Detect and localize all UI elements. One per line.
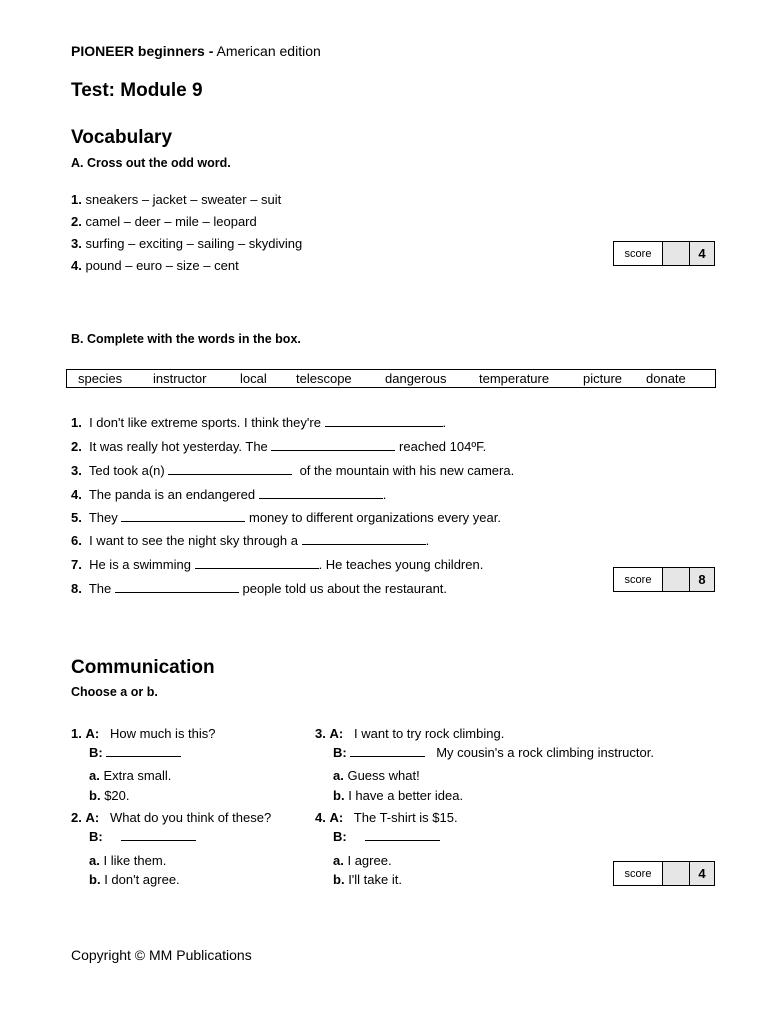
list-item	[71, 463, 514, 479]
score-box-communication	[613, 861, 715, 886]
score-label: score	[614, 242, 663, 265]
speaker-a-label: A:	[329, 810, 344, 825]
part-b-instruction: B. Complete with the words in the box.	[71, 332, 301, 346]
option-letter: b.	[89, 788, 101, 803]
list-item	[71, 557, 483, 573]
option-text: I have a better idea.	[348, 788, 464, 803]
list-item	[71, 439, 486, 455]
option-letter: a.	[333, 853, 344, 868]
item-number: 8.	[71, 581, 82, 596]
speaker-b-label: B:	[333, 745, 347, 760]
communication-heading: Communication	[71, 657, 215, 678]
answer-blank[interactable]	[121, 829, 196, 841]
score-entry[interactable]	[663, 568, 690, 591]
speaker-a-text: How much is this?	[110, 726, 216, 741]
dialogue-line-a	[315, 726, 504, 742]
speaker-a-text: What do you think of these?	[110, 810, 272, 825]
copyright-notice: Copyright © MM Publications	[71, 947, 252, 963]
part-a-instruction: A. Cross out the odd word.	[71, 156, 231, 170]
option-letter: a.	[89, 853, 100, 868]
option-b[interactable]	[333, 872, 402, 888]
score-box-part-a	[613, 241, 715, 266]
dialogue-line-b	[89, 745, 181, 761]
list-item	[71, 487, 386, 503]
word-box-word: temperature	[479, 371, 550, 386]
speaker-a-text: The T-shirt is $15.	[353, 810, 458, 825]
option-b[interactable]	[89, 788, 130, 804]
answer-blank[interactable]	[271, 439, 395, 451]
list-item	[71, 258, 239, 274]
answer-blank[interactable]	[121, 510, 245, 522]
item-number: 1.	[71, 192, 82, 207]
option-text: $20.	[104, 788, 130, 803]
answer-blank[interactable]	[259, 487, 383, 499]
item-number: 4.	[71, 258, 82, 273]
speaker-a-label: A:	[85, 810, 100, 825]
item-text-after: .	[442, 415, 447, 430]
word-box-word: dangerous	[385, 371, 447, 386]
option-text: I don't agree.	[104, 872, 180, 887]
score-total: 4	[690, 242, 714, 265]
item-number: 4.	[71, 487, 82, 502]
speaker-b-label: B:	[333, 829, 347, 844]
item-text-before: I want to see the night sky through a	[89, 533, 298, 548]
score-entry[interactable]	[663, 862, 690, 885]
list-item	[71, 533, 429, 549]
score-total: 8	[690, 568, 714, 591]
item-text-before: He is a swimming	[89, 557, 191, 572]
item-text[interactable]: sneakers – jacket – sweater – suit	[85, 192, 282, 207]
list-item	[71, 214, 257, 230]
option-text: I agree.	[347, 853, 392, 868]
answer-blank[interactable]	[350, 745, 425, 757]
option-letter: b.	[333, 788, 345, 803]
item-text[interactable]: pound – euro – size – cent	[85, 258, 239, 273]
item-number: 6.	[71, 533, 82, 548]
list-item	[71, 510, 501, 526]
score-total: 4	[690, 862, 714, 885]
option-text: I like them.	[103, 853, 167, 868]
dialogue-line-b	[89, 829, 196, 845]
option-a[interactable]	[333, 853, 392, 869]
option-text: Guess what!	[347, 768, 420, 783]
list-item	[71, 192, 281, 208]
word-box-word: instructor	[153, 371, 207, 386]
option-a[interactable]	[333, 768, 420, 784]
list-item	[71, 581, 447, 597]
item-number: 2.	[71, 439, 82, 454]
word-box-word: picture	[583, 371, 623, 386]
item-number: 2.	[71, 810, 82, 825]
option-a[interactable]	[89, 768, 171, 784]
answer-blank[interactable]	[195, 557, 319, 569]
dialogue-line-a	[315, 810, 458, 826]
option-letter: b.	[333, 872, 345, 887]
item-number: 1.	[71, 415, 82, 430]
speaker-b-text: My cousin's a rock climbing instructor.	[436, 745, 654, 760]
speaker-a-label: A:	[329, 726, 344, 741]
item-text-before: The panda is an endangered	[88, 487, 256, 502]
brand-name: PIONEER beginners -	[71, 43, 214, 59]
speaker-b-label: B:	[89, 745, 103, 760]
speaker-a-label: A:	[85, 726, 100, 741]
dialogue-line-a	[71, 810, 271, 826]
option-letter: a.	[333, 768, 344, 783]
item-number: 3.	[71, 463, 82, 478]
item-number: 4.	[315, 810, 326, 825]
answer-blank[interactable]	[365, 829, 440, 841]
dialogue-line-b	[333, 829, 440, 845]
speaker-b-label: B:	[89, 829, 103, 844]
answer-blank[interactable]	[302, 533, 426, 545]
item-text-after: .	[425, 533, 430, 548]
item-number: 1.	[71, 726, 82, 741]
option-a[interactable]	[89, 853, 166, 869]
item-number: 3.	[71, 236, 82, 251]
score-entry[interactable]	[663, 242, 690, 265]
item-text[interactable]: camel – deer – mile – leopard	[85, 214, 257, 229]
option-text: I'll take it.	[348, 872, 402, 887]
item-text[interactable]: surfing – exciting – sailing – skydiving	[85, 236, 303, 251]
word-box-word: local	[240, 371, 267, 386]
item-text-after: . He teaches young children.	[318, 557, 484, 572]
answer-blank[interactable]	[115, 581, 239, 593]
item-number: 7.	[71, 557, 82, 572]
word-box	[66, 369, 716, 388]
vocabulary-heading: Vocabulary	[71, 127, 173, 148]
answer-blank[interactable]	[325, 415, 443, 427]
list-item	[71, 415, 446, 431]
answer-blank[interactable]	[106, 745, 181, 757]
dialogue-line-b	[333, 745, 654, 761]
list-item	[71, 236, 302, 252]
item-text-after: reached 104ºF.	[399, 439, 487, 454]
dialogue-line-a	[71, 726, 216, 742]
communication-instruction: Choose a or b.	[71, 685, 158, 699]
edition-label: American edition	[216, 43, 321, 59]
item-text-after: of the mountain with his new camera.	[299, 463, 515, 478]
item-number: 3.	[315, 726, 326, 741]
item-text-after: .	[382, 487, 387, 502]
item-number: 5.	[71, 510, 82, 525]
page-title: Test: Module 9	[71, 80, 203, 101]
page-header	[71, 43, 321, 59]
item-text-before: The	[88, 581, 112, 596]
item-text-before: It was really hot yesterday. The	[89, 439, 268, 454]
option-b[interactable]	[333, 788, 463, 804]
answer-blank[interactable]	[168, 463, 292, 475]
word-box-word: species	[78, 371, 123, 386]
option-letter: a.	[89, 768, 100, 783]
item-text-before: Ted took a(n)	[88, 463, 165, 478]
speaker-a-text: I want to try rock climbing.	[354, 726, 505, 741]
score-label: score	[614, 862, 663, 885]
item-text-before: I don't like extreme sports. I think they're	[89, 415, 321, 430]
option-text: Extra small.	[103, 768, 172, 783]
score-box-part-b	[613, 567, 715, 592]
item-text-before: They	[88, 510, 118, 525]
word-box-word: donate	[646, 371, 686, 386]
item-number: 2.	[71, 214, 82, 229]
item-text-after: money to different organizations every year.	[249, 510, 501, 525]
option-b[interactable]	[89, 872, 180, 888]
option-letter: b.	[89, 872, 101, 887]
item-text-after: people told us about the restaurant.	[242, 581, 448, 596]
score-label: score	[614, 568, 663, 591]
word-box-word: telescope	[296, 371, 352, 386]
